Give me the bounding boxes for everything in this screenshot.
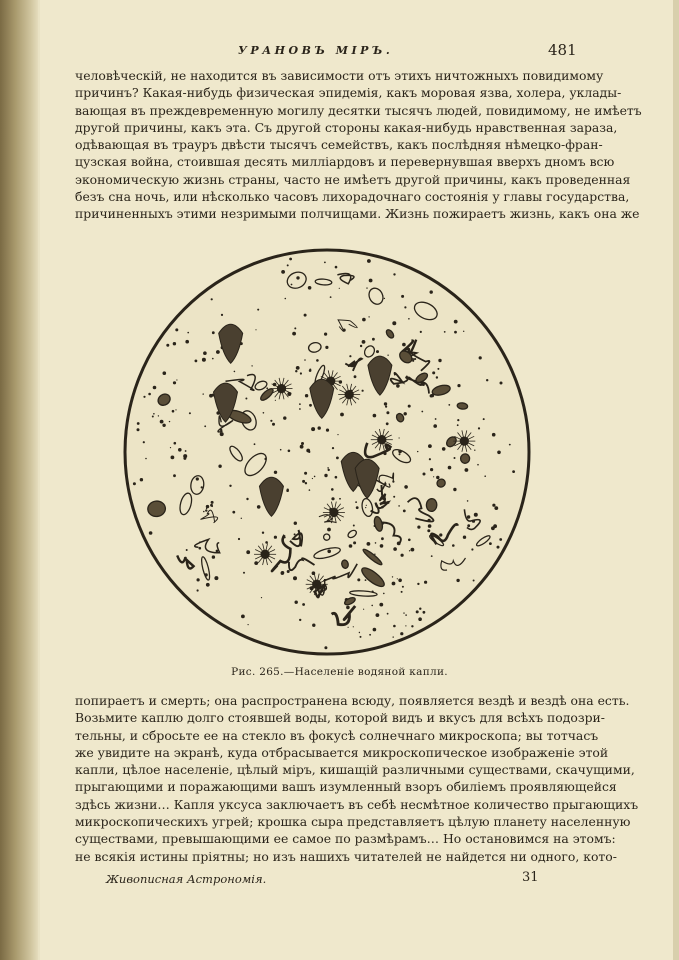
running-title: УРАНОВЪ МІРЪ.: [238, 44, 394, 57]
text-line: причинъ? Какая-нибудь физическая эпидемія, какъ моровая язва, холера, уклады-: [75, 85, 622, 101]
footer-book-title: Живописная Астрономія.: [106, 872, 267, 886]
text-line: человѣческій, не находится въ зависимости отъ этихъ ничтожныхъ повидимому: [75, 68, 604, 83]
text-line: одѣвающая въ трауръ двѣсти тысячъ семействъ, какъ послѣдняя нѣмецко-фран-: [75, 137, 603, 153]
text-line: вающая въ преждевременную могилу десятки тысячъ людей, повидимому, не имѣетъ: [75, 102, 642, 118]
text-line: тельны, и сбросьте ее на стекло въ фокусѣ солнечнаго микроскопа; вы тотчасъ: [75, 727, 599, 743]
book-spine-shadow: [0, 0, 38, 960]
text-line: микроскопическихъ угрей; крошка сыра представляетъ цѣлую планету населенную: [75, 814, 631, 830]
page-number: 481: [548, 41, 577, 59]
text-line: же увидите на экранѣ, куда отбрасывается микроскопическое изображеніе этой: [75, 744, 609, 760]
footer-signature: 31: [522, 870, 539, 885]
text-line: попираетъ и смерть; она распространена всюду, появляется вездѣ и вездѣ она есть.: [75, 693, 630, 708]
text-line: капли, цѣлое населеніе, цѣлый міръ, кишащій различными существами, скачущими,: [75, 762, 635, 778]
page-edge: [673, 0, 679, 960]
text-line: Возьмите каплю долго стоявшей воды, которой видъ и вкусъ для всѣхъ подозри-: [75, 710, 605, 726]
text-line: цузская война, стоившая десять милліардовъ и перевернувшая вверхъ дномъ всю: [75, 154, 615, 170]
text-line: здѣсь жизни… Капля уксуса заключаетъ въ себѣ несмѣтное количество прыгающихъ: [75, 796, 639, 812]
text-line: экономическую жизнь страны, часто не имѣетъ другой причины, какъ проведенная: [75, 171, 631, 187]
figure-caption: Рис. 265.—Населеніе водяной капли.: [231, 666, 448, 678]
text-line: причиненныхъ этими незримыми полчищами. Жизнь пожираетъ жизнь, какъ она же: [75, 206, 640, 222]
text-line: безъ сна ночь, или нѣсколько часовъ лихорадочнаго состоянія у главы государства,: [75, 189, 630, 205]
water-drop-illustration: [122, 247, 532, 657]
paragraph-bottom: [75, 692, 639, 865]
text-line: прыгающими и поражающими вашъ изумленный взоръ обиліемъ проявляющейся: [75, 779, 617, 795]
text-line: существами, превышающими ее самое по размѣрамъ… Но остановимся на этомъ:: [75, 831, 616, 847]
paragraph-top: [75, 67, 642, 223]
text-line: другой причины, какъ эта. Съ другой стороны какая-нибудь нравственная зараза,: [75, 119, 618, 135]
text-line: не всякія истины пріятны; но изъ нашихъ читателей не найдется ни одного, кото-: [75, 848, 617, 864]
